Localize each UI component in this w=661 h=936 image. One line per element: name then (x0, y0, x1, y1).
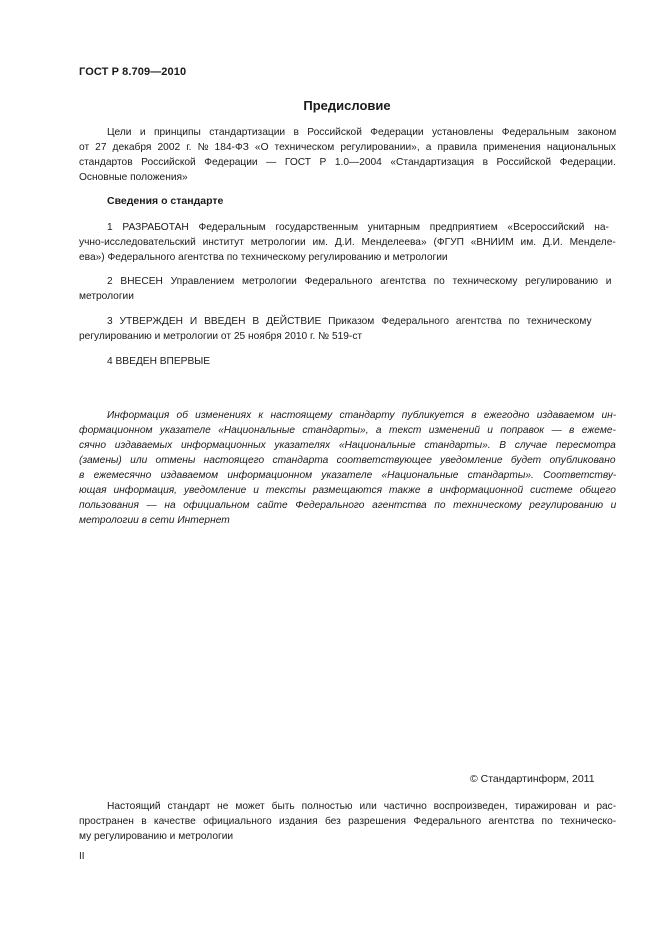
item-introduced (79, 274, 616, 304)
info-line: формационном указателе «Национальные стандарты», а текст изменений и поправок — в ежеме- (79, 425, 616, 436)
item-line: учно-исследовательский институт метрологии им. Д.И. Менделеева» (ФГУП «ВНИИМ им. Д.И. Менделе- (79, 237, 616, 248)
notice-line: Настоящий стандарт не может быть полностью или частично воспроизведен, тиражирован и рас- (107, 801, 617, 812)
copyright-notice: © Стандартинформ, 2011 (470, 773, 595, 785)
notice-line: му регулированию и метрологии (79, 831, 234, 842)
intro-line: Основные положения» (79, 172, 188, 183)
page-number: II (79, 851, 85, 862)
info-line: Информация об изменениях к настоящему стандарту публикуется в ежегодно издаваемом ин- (107, 410, 617, 421)
item-line: 4 ВВЕДЕН ВПЕРВЫЕ (107, 356, 211, 367)
notice-line: пространен в качестве официального издания без разрешения Федерального агентства по техническо- (79, 816, 617, 827)
page-title: Предисловие (303, 98, 391, 113)
info-line: пользования — на официальном сайте Федерального агентства по техническому регулированию и (79, 500, 617, 511)
item-first-introduced (79, 354, 616, 369)
item-line: 2 ВНЕСЕН Управлением метрологии Федерального агентства по техническому регулированию и (107, 276, 612, 287)
intro-paragraph (79, 125, 616, 185)
standard-info-heading: Сведения о стандарте (107, 195, 224, 207)
info-line: ющая информация, уведомление и тексты размещаются также в информационной системе общего (79, 485, 616, 496)
document-code: ГОСТ Р 8.709—2010 (79, 66, 187, 78)
item-line: метрологии (79, 291, 134, 302)
info-line: метрологии в сети Интернет (79, 515, 230, 526)
item-line: 1 РАЗРАБОТАН Федеральным государственным унитарным предприятием «Всероссийский на- (107, 222, 609, 233)
info-line: в ежемесячно издаваемом информационном указателе «Национальные стандарты». Соответству- (79, 470, 617, 481)
change-info-paragraph (79, 408, 616, 528)
item-approved (79, 314, 616, 344)
item-line: 3 УТВЕРЖДЕН И ВВЕДЕН В ДЕЙСТВИЕ Приказом Федерального агентства по техническому (107, 316, 592, 327)
intro-line: стандартов Российской Федерации — ГОСТ Р 1.0—2004 «Стандартизация в Российской Федерации. (79, 157, 616, 168)
info-line: сячно издаваемых информационных указателях «Национальные стандарты». В случае пересмотра (79, 440, 616, 451)
reproduction-notice (79, 799, 616, 844)
item-developed (79, 220, 616, 265)
item-line: регулированию и метрологии от 25 ноября 2010 г. № 519-ст (79, 331, 363, 342)
intro-line: от 27 декабря 2002 г. № 184-ФЗ «О техническом регулировании», а правила применения национальных (79, 142, 616, 153)
item-line: ева») Федерального агентства по техническому регулированию и метрологии (79, 252, 448, 263)
info-line: (замены) или отмены настоящего стандарта соответствующее уведомление будет опубликовано (79, 455, 616, 466)
intro-line: Цели и принципы стандартизации в Российской Федерации установлены Федеральным законом (107, 127, 617, 138)
